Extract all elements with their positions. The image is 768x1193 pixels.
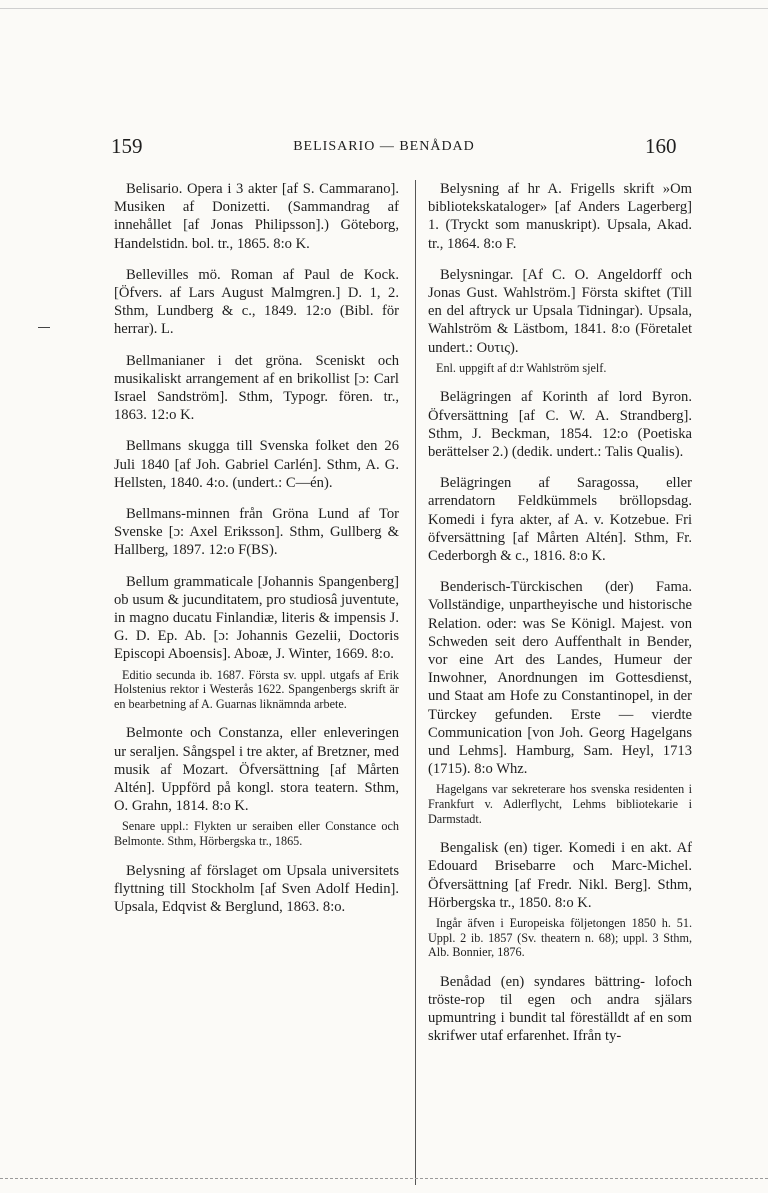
- entry-note: Ingår äfven i Europeiska följetongen 1850 h. 51. Uppl. 2 ib. 1857 (Sv. theatern n. 68); uppl. 3 Sthm, Alb. Bonnier, 1876.: [428, 916, 692, 960]
- column-divider: [415, 180, 416, 1185]
- catalog-entry: Bellmanianer i det gröna. Sceniskt och musikaliskt arrangement af en brikollist [ɔ: Carl Israel Sandström]. Sthm, Typogr. fören. tr., 1863. 12:o K.: [114, 352, 399, 424]
- entry-note: Senare uppl.: Flykten ur seraiben eller Constance och Belmonte. Sthm, Hörbergska tr., 1865.: [114, 819, 399, 849]
- catalog-entry: Benderisch-Türckischen (der) Fama. Vollständige, unpartheyische und historische Relation. oder: was Se Königl. Majest. von Schweden seit dero Auffenthalt in Bender, vor eine Art des Landes, Humeur der Inwohner, Anordnungen im Gottesdienst, und Staat am Hofe zu Constantinopel, in der Türckey gefunden. Erste — vierdte Communication [von Joh. Georg Hagelgans und Lehms]. Hamburg, Sam. Heyl, 1713 (1715). 8:o Whz.: [428, 579, 692, 778]
- page-header: [0, 134, 768, 164]
- left-column: [114, 180, 399, 929]
- running-head: BELISARIO — BENÅDAD: [293, 139, 475, 154]
- catalog-entry: Belysning af hr A. Frigells skrift »Om bibliotekskataloger» [af Anders Lagerberg] 1. (Tryckt som manuskript). Upsala, Akad. tr., 1864. 8:o F.: [428, 181, 692, 252]
- catalog-entry: Bengalisk (en) tiger. Komedi i en akt. Af Edouard Brisebarre och Marc-Michel. Öfversättning [af Fredr. Nikl. Berg]. Sthm, Hörbergska tr., 1850. 8:o K.: [428, 840, 692, 911]
- entry-note: Enl. uppgift af d:r Wahlström sjelf.: [436, 360, 607, 375]
- catalog-entry: Bellmans-minnen från Gröna Lund af Tor Svenske [ɔ: Axel Eriksson]. Sthm, Gullberg & Hallberg, 1897. 12:o F(BS).: [114, 506, 399, 559]
- right-page-number: 160: [645, 134, 677, 158]
- bottom-rule: [0, 1178, 768, 1179]
- entry-note: Editio secunda ib. 1687. Första sv. uppl. utgafs af Erik Holstenius rektor i Westerås 1622. Spangenbergs skrift är en bearbetning af A. Guarnas liknämnda arbete.: [114, 667, 399, 711]
- entry-note: Hagelgans var sekreterare hos svenska residenten i Frankfurt v. Adlerflycht, Lehms bibliotekarie i Darmstadt.: [428, 782, 692, 826]
- catalog-entry: Belägringen af Korinth af lord Byron. Öfversättning [af C. W. A. Strandberg]. Sthm, J. Beckman, 1854. 12:o (Poetiska berättelser 2.) (dedik. undert.: Talis Qualis).: [428, 389, 692, 461]
- right-column: [428, 180, 692, 1059]
- catalog-entry: Belysningar. [Af C. O. Angeldorff och Jonas Gust. Wahlström.] Första skiftet (Till en del aftryck ur Upsala Tidningar). Upsala, Wahlström & Lästbom, 1841. 8:o (Företalet undert.: Ουτις).: [428, 266, 692, 356]
- left-page-number: 159: [111, 134, 143, 158]
- catalog-entry: Bellmans skugga till Svenska folket den 26 Juli 1840 [af Joh. Gabriel Carlén]. Sthm, A. G. Hellsten, 1840. 4:o. (undert.: C—én).: [114, 438, 399, 491]
- catalog-entry: Belysning af förslaget om Upsala universitets flyttning till Stockholm [af Sven Adolf Hedin]. Upsala, Edqvist & Berglund, 1863. 8:o.: [114, 862, 399, 916]
- catalog-entry: Benådad (en) syndares bättring- lofoch tröste-rop til egen och andra själars upmuntring i bundit tal föreställdt af en som skrifwer utaf erfarenhet. Ifrån ty-: [428, 973, 692, 1045]
- catalog-entry: Belisario. Opera i 3 akter [af S. Cammarano]. Musiken af Donizetti. (Sammandrag af innehållet [af Jonas Philipsson].) Göteborg, Handelstidn. bol. tr., 1865. 8:o K.: [114, 181, 399, 252]
- margin-mark: [38, 327, 50, 328]
- catalog-entry: Belägringen af Saragossa, eller arrendatorn Feldkümmels bröllopsdag. Komedi i fyra akter, af A. v. Kotzebue. Fri öfversättning [af Mårten Altén]. Sthm, Fr. Cederborgh & c., 1816. 8:o K.: [428, 475, 692, 565]
- catalog-entry: Bellevilles mö. Roman af Paul de Kock. [Öfvers. af Lars August Malmgren.] D. 1, 2. Sthm, Lundberg & c., 1849. 12:o (Bibl. för herrar). L.: [114, 266, 399, 338]
- catalog-entry: Bellum grammaticale [Johannis Spangenberg] ob usum & jucunditatem, pro studiosâ juventute, in magno ducatu Finlandiæ, literis & impensis J. G. D. Ep. Ab. [ɔ: Johannis Gezelii, Doctoris Episcopi Aboensis]. Aboæ, J. Winter, 1669. 8:o.: [114, 573, 399, 663]
- top-rule: [0, 8, 768, 9]
- catalog-entry: Belmonte och Constanza, eller enleveringen ur seraljen. Sångspel i tre akter, af Bretzner, med musik af Mozart. Öfversättning [af Mårten Altén]. Uppförd på kongl. stora teatern. Sthm, O. Grahn, 1814. 8:o K.: [114, 725, 399, 815]
